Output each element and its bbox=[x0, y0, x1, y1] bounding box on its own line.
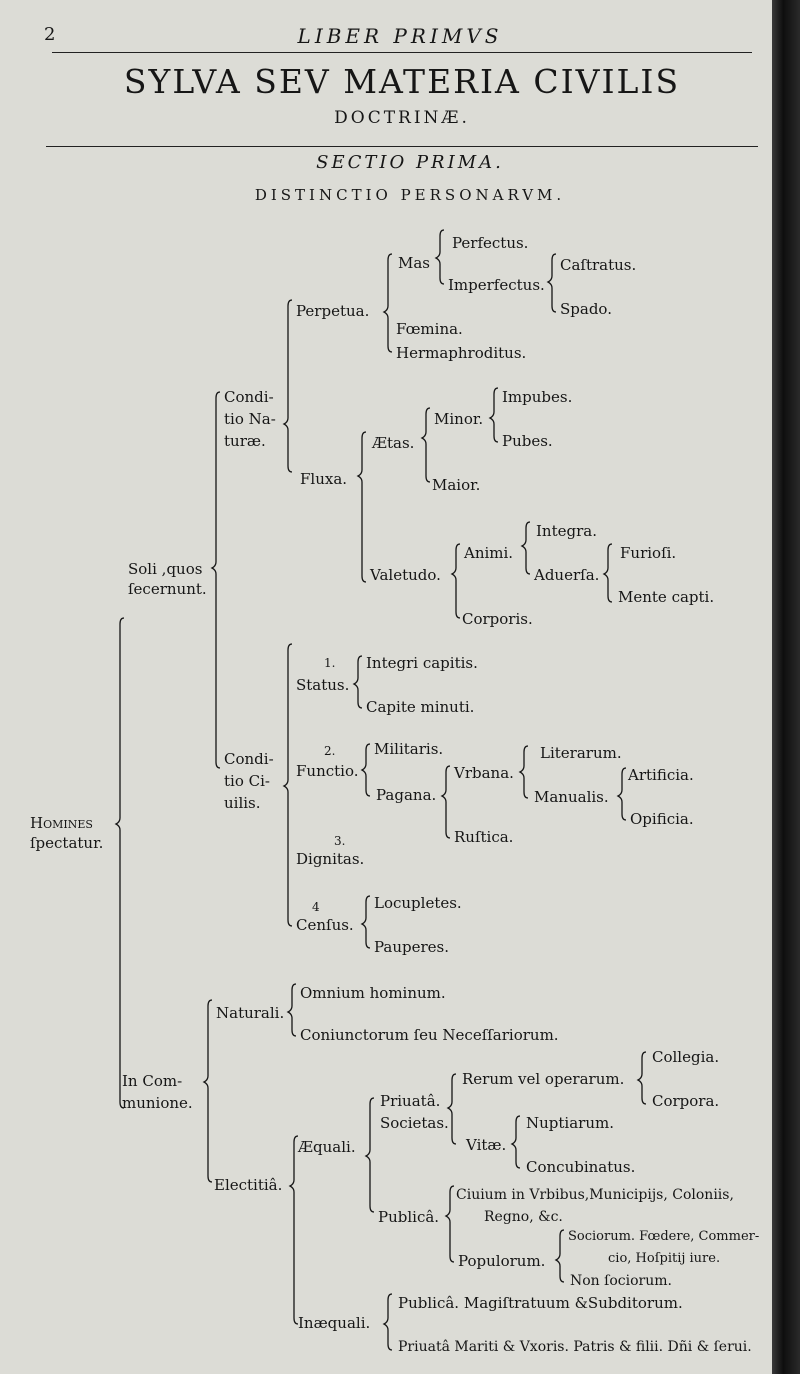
label-imperfectus: Imperfectus. bbox=[448, 276, 545, 294]
bracket-status bbox=[354, 656, 362, 708]
bracket-manualis bbox=[618, 768, 626, 820]
label-artificia: Artificia. bbox=[628, 766, 694, 784]
bracket-imperfectus bbox=[548, 254, 556, 312]
label-secernunt: ſecernunt. bbox=[128, 580, 207, 598]
label-spectatur: ſpectatur. bbox=[30, 834, 104, 852]
label-perpetua: Perpetua. bbox=[296, 302, 370, 320]
bracket-root bbox=[116, 618, 124, 1108]
number-1: 1. bbox=[324, 656, 336, 670]
label-conditio-ciuilis-2: tio Ci- bbox=[224, 772, 270, 790]
label-furiosi: Furioſi. bbox=[620, 544, 677, 562]
label-integra: Integra. bbox=[536, 522, 597, 540]
label-aequali: Æquali. bbox=[298, 1138, 356, 1156]
bracket-fluxa bbox=[358, 432, 366, 582]
label-literarum: Literarum. bbox=[540, 744, 622, 762]
bracket-conditio-naturae bbox=[284, 300, 292, 472]
bracket-rerum bbox=[638, 1052, 646, 1104]
label-status: Status. bbox=[296, 676, 350, 694]
label-inaequali: Inæquali. bbox=[298, 1314, 371, 1332]
label-capite-minuti: Capite minuti. bbox=[366, 698, 475, 716]
number-4: 4 bbox=[312, 900, 320, 914]
label-manualis: Manualis. bbox=[534, 788, 609, 806]
bracket-aduersa bbox=[604, 544, 612, 602]
label-pagana: Pagana. bbox=[376, 786, 437, 804]
bracket-vrbana bbox=[520, 746, 528, 798]
label-omnium-hominum: Omnium hominum. bbox=[300, 984, 446, 1002]
bracket-priuata bbox=[448, 1074, 456, 1144]
label-militaris: Militaris. bbox=[374, 740, 444, 758]
label-sociorum-1: Sociorum. Fœdere, Commer- bbox=[568, 1229, 760, 1244]
page-number: 2 bbox=[44, 24, 56, 45]
label-corpora: Corpora. bbox=[652, 1092, 720, 1110]
label-mente-capti: Mente capti. bbox=[618, 588, 715, 606]
label-valetudo: Valetudo. bbox=[370, 566, 441, 584]
label-non-sociorum: Non ſociorum. bbox=[570, 1273, 672, 1289]
label-naturali: Naturali. bbox=[216, 1004, 285, 1022]
label-aduersa: Aduerſa. bbox=[534, 566, 600, 584]
label-in-communione-2: munione. bbox=[122, 1094, 193, 1112]
label-homines: Homines bbox=[30, 814, 93, 832]
label-collegia: Collegia. bbox=[652, 1048, 720, 1066]
bracket-vitae bbox=[512, 1116, 520, 1168]
label-spado: Spado. bbox=[560, 300, 612, 318]
label-publica-magistratuum: Publicâ. Magiſtratuum &Subditorum. bbox=[398, 1294, 683, 1312]
label-vitae: Vitæ. bbox=[466, 1136, 507, 1154]
section-subtitle: DISTINCTIO PERSONARVM. bbox=[254, 186, 566, 204]
label-locupletes: Locupletes. bbox=[374, 894, 462, 912]
label-sociorum-2: cio, Hoſpitij iure. bbox=[608, 1251, 721, 1266]
label-conditio-naturae-3: turæ. bbox=[224, 432, 266, 450]
label-functio: Functio. bbox=[296, 762, 359, 780]
label-societas: Societas. bbox=[380, 1114, 449, 1132]
label-pubes: Pubes. bbox=[502, 432, 553, 450]
bracket-populorum bbox=[556, 1230, 564, 1282]
label-animi: Animi. bbox=[464, 544, 514, 562]
bracket-pagana bbox=[442, 766, 450, 838]
label-conditio-naturae-1: Condi- bbox=[224, 388, 274, 406]
label-pauperes: Pauperes. bbox=[374, 938, 450, 956]
label-maior: Maior. bbox=[432, 476, 481, 494]
bracket-animi bbox=[522, 522, 530, 574]
bracket-aequali bbox=[366, 1098, 374, 1212]
bracket-electitia bbox=[290, 1136, 298, 1324]
label-rerum: Rerum vel operarum. bbox=[462, 1070, 625, 1088]
label-priuata: Priuatâ. bbox=[380, 1092, 441, 1110]
running-title: LIBER PRIMVS bbox=[297, 24, 503, 48]
label-aetas: Ætas. bbox=[372, 434, 415, 452]
bracket-naturali bbox=[288, 984, 296, 1036]
label-perfectus: Perfectus. bbox=[452, 234, 529, 252]
label-rustica: Ruſtica. bbox=[454, 828, 514, 846]
label-in-communione-1: In Com- bbox=[122, 1072, 183, 1090]
label-foemina: Fœmina. bbox=[396, 320, 463, 338]
label-priuata-mariti: Priuatâ Mariti & Vxoris. Patris & filii. Dñi & ſerui. bbox=[398, 1339, 752, 1355]
section-title: SECTIO PRIMA. bbox=[316, 152, 504, 173]
book-gutter bbox=[772, 0, 800, 1374]
label-census: Cenſus. bbox=[296, 916, 354, 934]
bracket-publica bbox=[446, 1186, 454, 1262]
label-hermaphroditus: Hermaphroditus. bbox=[396, 344, 527, 362]
label-conditio-ciuilis-3: uilis. bbox=[224, 794, 261, 812]
label-conditio-ciuilis-1: Condi- bbox=[224, 750, 274, 768]
label-integri-capitis: Integri capitis. bbox=[366, 654, 478, 672]
bracket-minor bbox=[490, 388, 498, 442]
number-3: 3. bbox=[334, 834, 346, 848]
label-ciuium-2: Regno, &c. bbox=[484, 1209, 563, 1225]
label-conditio-naturae-2: tio Na- bbox=[224, 410, 276, 428]
bracket-inaequali bbox=[384, 1294, 392, 1350]
label-populorum: Populorum. bbox=[458, 1252, 546, 1270]
bracket-functio bbox=[362, 744, 370, 796]
bracket-valetudo bbox=[452, 544, 460, 618]
label-concubinatus: Concubinatus. bbox=[526, 1158, 636, 1176]
label-publica: Publicâ. bbox=[378, 1208, 440, 1226]
bracket-census bbox=[362, 896, 370, 948]
bracket-conditio-ciuilis bbox=[284, 644, 292, 926]
bracket-communio bbox=[204, 1000, 212, 1182]
label-dignitas: Dignitas. bbox=[296, 850, 365, 868]
label-impubes: Impubes. bbox=[502, 388, 573, 406]
label-coniunctorum: Coniunctorum ſeu Neceſſariorum. bbox=[300, 1026, 559, 1044]
label-opificia: Opificia. bbox=[630, 810, 694, 828]
bracket-soli bbox=[212, 392, 220, 768]
bracket-perpetua bbox=[384, 254, 392, 352]
label-electitia: Electitiâ. bbox=[214, 1176, 283, 1194]
subtitle: DOCTRINÆ. bbox=[334, 108, 470, 128]
number-2: 2. bbox=[324, 744, 336, 758]
label-soli: Soli ,quos bbox=[128, 560, 203, 578]
bracket-mas bbox=[436, 230, 444, 284]
label-fluxa: Fluxa. bbox=[300, 470, 348, 488]
label-minor: Minor. bbox=[434, 410, 484, 428]
label-corporis: Corporis. bbox=[462, 610, 533, 628]
label-mas: Mas bbox=[398, 254, 430, 272]
main-title: SYLVA SEV MATERIA CIVILIS bbox=[123, 62, 681, 101]
label-nuptiarum: Nuptiarum. bbox=[526, 1114, 614, 1132]
label-vrbana: Vrbana. bbox=[454, 764, 514, 782]
label-ciuium-1: Ciuium in Vrbibus,Municipijs, Coloniis, bbox=[456, 1187, 734, 1203]
bracket-aetas bbox=[422, 408, 430, 482]
label-castratus: Caſtratus. bbox=[560, 256, 637, 274]
